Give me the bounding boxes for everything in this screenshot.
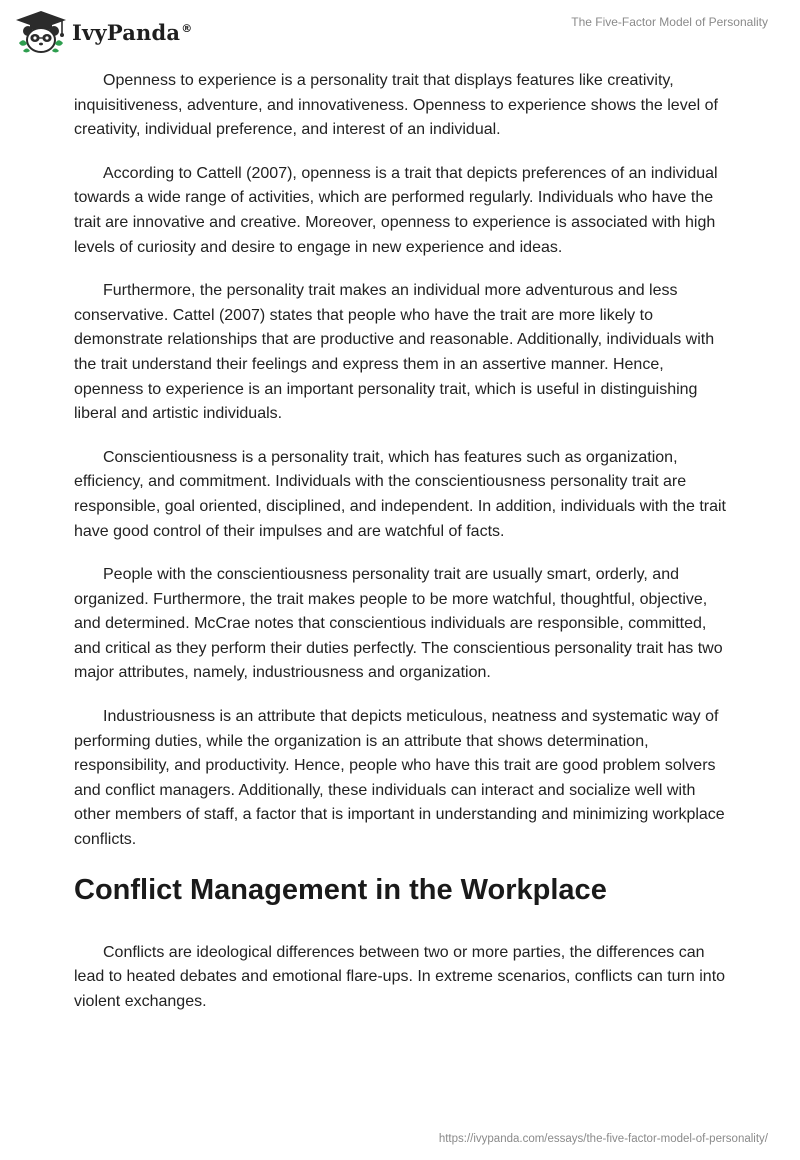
- essay-body: [74, 69, 734, 1033]
- body-paragraph: Furthermore, the personality trait makes an individual more adventurous and less conservative. Cattel (2007) states that people who have the trait are more likely to demonstrate relationships that are productive and reasonable. Additionally, individuals with the trait understand their feelings and express them in an assertive manner. Hence, openness to experience is an important personality trait, which is useful in distinguishing liberal and artistic individuals.: [74, 282, 715, 423]
- body-paragraph: Industriousness is an attribute that depicts meticulous, neatness and systematic way of performing duties, while the organization is an attribute that shows determination, responsibility, and productivity. Hence, people who have this trait are good problem solvers and conflict managers. Additionally, these individuals can interact and socialize well with other members of staff, a factor that is important in understanding and minimizing workplace conflicts.: [74, 708, 725, 849]
- panda-graduate-icon: [14, 9, 68, 55]
- running-title: The Five-Factor Model of Personality: [571, 15, 768, 29]
- source-url-link[interactable]: https://ivypanda.com/essays/the-five-factor-model-of-personality/: [438, 1133, 768, 1145]
- brand-logo[interactable]: [14, 8, 192, 56]
- body-paragraph: Conscientiousness is a personality trait, which has features such as organization, efficiency, and commitment. Individuals with the conscientiousness personality trait are responsible, goal oriented, disciplined, and independent. In addition, individuals with the trait have good control of their impulses and are watchful of facts.: [74, 448, 726, 540]
- brand-name: IvyPanda®: [72, 19, 193, 45]
- body-paragraph: Openness to experience is a personality trait that displays features like creativity, inquisitiveness, adventure, and innovativeness. Openness to experience shows the level of creativity, individual preference, and interest of an individual.: [74, 72, 718, 139]
- body-paragraph: According to Cattell (2007), openness is a trait that depicts preferences of an individual towards a wide range of activities, which are performed regularly. Individuals who have the trait are innovative and creative. Moreover, openness to experience is associated with high levels of curiosity and desire to engage in new experience and ideas.: [74, 164, 718, 256]
- body-paragraph: Conflicts are ideological differences between two or more parties, the differences can lead to heated debates and emotional flare-ups. In extreme scenarios, conflicts can turn into violent exchanges.: [74, 943, 726, 1010]
- section-heading: Conflict Management in the Workplace: [74, 873, 607, 906]
- body-paragraph: People with the conscientiousness personality trait are usually smart, orderly, and organized. Furthermore, the trait makes people to be more watchful, thoughtful, objective, and determined. McCrae notes that conscientious individuals are responsible, committed, and critical as they perform their duties perfectly. The conscientious personality trait has two major attributes, namely, industriousness and organization.: [74, 566, 723, 682]
- registered-mark: ®: [181, 21, 193, 35]
